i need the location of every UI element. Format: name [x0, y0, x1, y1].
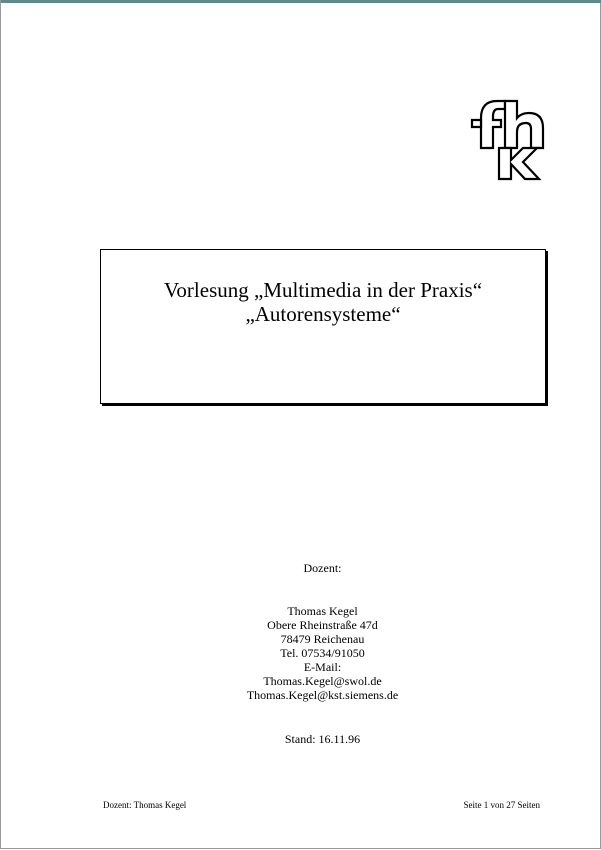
stand-date: [201, 732, 444, 746]
lecture-title: Vorlesung „Multimedia in der Praxis“: [163, 278, 483, 302]
contact-city: 78479 Reichenau: [280, 632, 365, 646]
lecture-subtitle: „Autorensysteme“: [245, 302, 401, 326]
title-box: [100, 249, 546, 404]
contact-name: Thomas Kegel: [287, 604, 358, 618]
fhk-logo-icon: [469, 96, 549, 182]
contact-email-2: Thomas.Kegel@kst.siemens.de: [246, 688, 399, 702]
contact-email-1: Thomas.Kegel@swol.de: [263, 674, 382, 688]
contact-block: [201, 604, 444, 702]
contact-email-label: E-Mail:: [303, 660, 342, 674]
contact-street: Obere Rheinstraße 47d: [267, 618, 378, 632]
dozent-label-text: Dozent:: [303, 561, 342, 575]
stand-date-text: Stand: 16.11.96: [284, 732, 361, 746]
footer-left: Dozent: Thomas Kegel: [103, 800, 187, 810]
window-top-bar: [1, 0, 601, 3]
footer-page-number: Seite 1 von 27 Seiten: [463, 800, 540, 810]
contact-phone: Tel. 07534/91050: [280, 646, 365, 660]
dozent-label: [201, 561, 444, 575]
